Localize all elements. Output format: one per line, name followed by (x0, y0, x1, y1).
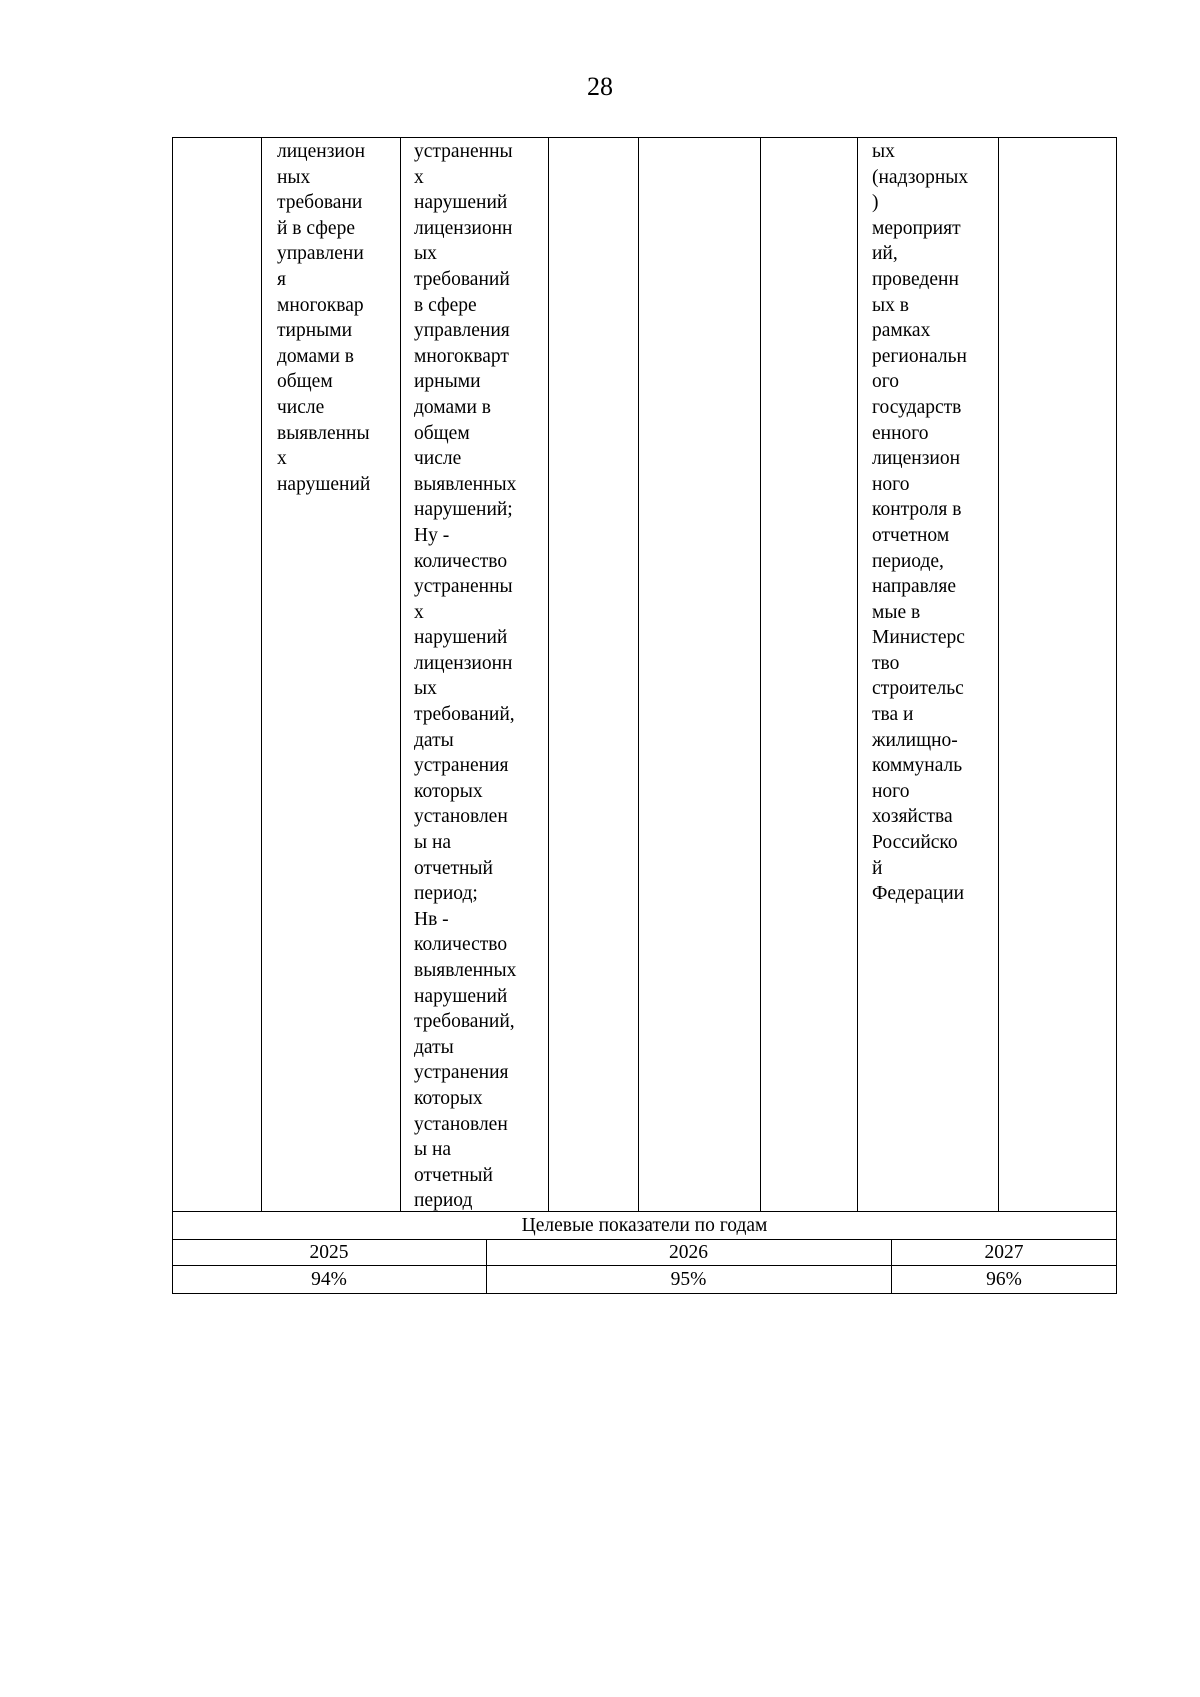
formula-cell: устраненны х нарушений лицензионн ых требований в сфере управления многокварт ирными домами в общем числе выявленных нарушений; Ну - количество устраненны х нарушений лицензионн ых требований, даты устранения которых установлен ы на отчетный период; Нв - количество выявленных нарушений требований, даты устранения которых установлен ы на отчетный период (414, 141, 517, 1212)
column-divider (638, 137, 639, 1212)
value-2027: 96% (986, 1269, 1022, 1290)
value-2025: 94% (311, 1269, 347, 1290)
data-source-cell: ых (надзорных ) мероприят ий, проведенн ых в рамках региональн ого государств енного лицензион ного контроля в отчетном периоде, направляе мые в Министерс тво строительс тва и жилищно- коммуналь ного хозяйства Российско й Федерации (872, 141, 969, 905)
value-2026: 95% (670, 1269, 707, 1290)
row-divider (172, 1265, 1117, 1266)
row-divider (172, 1211, 1117, 1212)
year-2026: 2026 (669, 1242, 708, 1263)
year-2027: 2027 (984, 1242, 1024, 1263)
year-2025: 2025 (309, 1242, 349, 1263)
column-divider (760, 137, 761, 1212)
column-divider (261, 137, 262, 1212)
page-number: 28 (587, 72, 613, 101)
indicator-name-cell: лицензион ных требовани й в сфере управлени я многоквар тирными домами в общем числе выявленны х нарушений (277, 141, 371, 495)
column-divider (548, 137, 549, 1212)
column-divider (400, 137, 401, 1212)
column-divider (998, 137, 999, 1212)
column-divider (857, 137, 858, 1212)
targets-header: Целевые показатели по годам (521, 1215, 768, 1236)
